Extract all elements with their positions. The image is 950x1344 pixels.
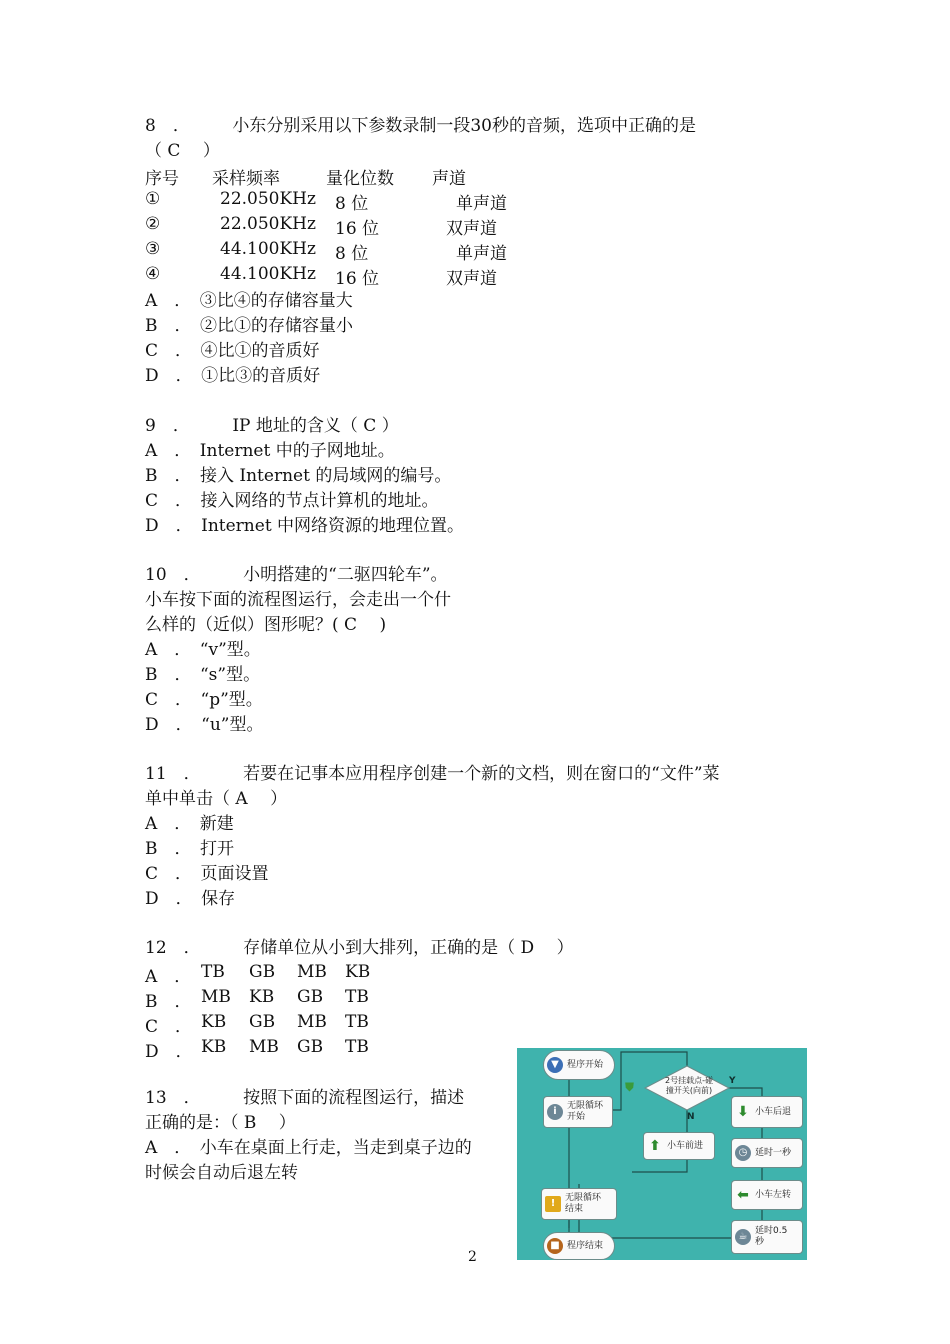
- unit: KB: [249, 987, 275, 1007]
- q9-option-d: D ． Internet 中网络资源的地理位置。: [145, 516, 465, 536]
- table-cell: 8 位: [335, 244, 369, 264]
- node-label: 小车左转: [755, 1189, 792, 1200]
- option-letter: A ．: [145, 967, 192, 987]
- table-cell: 单声道: [456, 244, 507, 264]
- q11-option-b: B ． 打开: [145, 839, 234, 859]
- table-cell: ①: [145, 189, 161, 209]
- unit: MB: [297, 962, 327, 982]
- page-number: 2: [468, 1249, 477, 1265]
- table-header-channel: 声道: [432, 169, 466, 189]
- yes-label: Y: [729, 1076, 736, 1086]
- q13-option-a-line2: 时候会自动后退左转: [145, 1163, 298, 1183]
- node-delay-one-second: [731, 1138, 803, 1168]
- unit: MB: [249, 1037, 279, 1057]
- arrow-left-icon: ⬅: [737, 1187, 749, 1203]
- unit: KB: [201, 1037, 227, 1057]
- table-header-index: 序号: [145, 169, 179, 189]
- unit: GB: [297, 1037, 324, 1057]
- q9-option-a: A ． Internet 中的子网地址。: [145, 441, 395, 461]
- stop-icon: ■: [547, 1238, 563, 1254]
- unit: TB: [201, 962, 225, 982]
- q8-option-c: C ． ④比①的音质好: [145, 341, 320, 361]
- q11-option-c: C ． 页面设置: [145, 864, 269, 884]
- unit: MB: [297, 1012, 327, 1032]
- q8-option-a: A ． ③比④的存储容量大: [145, 291, 353, 311]
- q9-option-c: C ． 接入网络的节点计算机的地址。: [145, 491, 439, 511]
- table-cell: 22.050KHz: [220, 189, 316, 209]
- warning-icon: !: [545, 1196, 561, 1212]
- info-icon: i: [547, 1104, 563, 1120]
- table-cell: ④: [145, 264, 161, 284]
- q10-option-a: A ． “v”型。: [145, 640, 261, 660]
- table-cell: ②: [145, 214, 161, 234]
- node-label: 延时0.5 秒: [755, 1226, 788, 1247]
- node-label: 小车后退: [755, 1106, 792, 1117]
- q10-option-c: C ． “p”型。: [145, 690, 263, 710]
- q11-option-d: D ． 保存: [145, 889, 236, 909]
- q9-option-b: B ． 接入 Internet 的局域网的编号。: [145, 466, 452, 486]
- cup-icon: ☕: [735, 1229, 751, 1245]
- unit: TB: [345, 987, 369, 1007]
- flowchart-figure: [517, 1048, 807, 1260]
- node-label: 无限循环 结束: [565, 1193, 602, 1214]
- table-header-rate: 采样频率: [212, 169, 280, 189]
- node-back: [731, 1096, 803, 1128]
- q11-option-a: A ． 新建: [145, 814, 234, 834]
- node-forward: [643, 1132, 715, 1160]
- q13-stem-line1: 13 ． 按照下面的流程图运行，描述: [145, 1088, 465, 1108]
- option-letter: C ．: [145, 1017, 193, 1037]
- node-delay-half-second: [731, 1220, 803, 1254]
- unit: TB: [345, 1037, 369, 1057]
- node-program-start: [543, 1050, 615, 1080]
- node-label: 程序开始: [567, 1059, 604, 1070]
- arrow-up-icon: ⬆: [649, 1138, 661, 1154]
- table-cell: 双声道: [446, 269, 497, 289]
- table-cell: 8 位: [335, 194, 369, 214]
- q8-stem: 8 ． 小东分别采用以下参数录制一段30秒的音频，选项中正确的是: [145, 116, 696, 136]
- q10-stem-line1: 10 ． 小明搭建的“二驱四轮车”。: [145, 565, 448, 585]
- node-label: 程序结束: [567, 1240, 604, 1251]
- unit: GB: [249, 962, 276, 982]
- q10-stem-line3: 么样的（近似）图形呢？( C ): [145, 615, 387, 635]
- table-header-bits: 量化位数: [326, 169, 394, 189]
- q11-stem-line2: 单中单击（ A ）: [145, 789, 288, 809]
- decision-label: 2号挂载点-碰 撞开关(向前): [665, 1076, 713, 1095]
- arrow-down-icon: ⬇: [737, 1104, 749, 1120]
- table-cell: 双声道: [446, 219, 497, 239]
- unit: GB: [249, 1012, 276, 1032]
- node-label: 小车前进: [667, 1140, 704, 1151]
- q13-option-a-line1: A ． 小车在桌面上行走，当走到桌子边的: [145, 1138, 472, 1158]
- option-letter: D ．: [145, 1042, 193, 1062]
- q8-answer: （ C ）: [145, 141, 220, 161]
- node-label: 无限循环 开始: [567, 1101, 604, 1122]
- node-turn-left: [731, 1180, 803, 1210]
- q10-option-b: B ． “s”型。: [145, 665, 261, 685]
- node-loop-end: [541, 1188, 617, 1220]
- sensor-shield-icon: ⛊: [625, 1080, 635, 1094]
- table-cell: 44.100KHz: [220, 264, 316, 284]
- option-letter: B ．: [145, 992, 192, 1012]
- q8-option-d: D ． ①比③的音质好: [145, 366, 321, 386]
- start-icon: ▼: [547, 1057, 563, 1073]
- q8-option-b: B ． ②比①的存储容量小: [145, 316, 353, 336]
- q11-stem-line1: 11 ． 若要在记事本应用程序创建一个新的文档，则在窗口的“文件”菜: [145, 764, 720, 784]
- clock-icon: ◷: [735, 1145, 751, 1161]
- unit: KB: [345, 962, 371, 982]
- table-cell: 22.050KHz: [220, 214, 316, 234]
- no-label: N: [687, 1112, 695, 1122]
- node-program-end: [543, 1232, 615, 1260]
- table-cell: 44.100KHz: [220, 239, 316, 259]
- table-cell: ③: [145, 239, 161, 259]
- unit: GB: [297, 987, 324, 1007]
- node-label: 延时一秒: [755, 1147, 792, 1158]
- q13-stem-line2: 正确的是：（ B ）: [145, 1113, 296, 1133]
- table-cell: 单声道: [456, 194, 507, 214]
- unit: MB: [201, 987, 231, 1007]
- table-cell: 16 位: [335, 219, 380, 239]
- node-loop-start: [543, 1096, 613, 1128]
- table-cell: 16 位: [335, 269, 380, 289]
- q10-stem-line2: 小车按下面的流程图运行，会走出一个什: [145, 590, 451, 610]
- q10-option-d: D ． “u”型。: [145, 715, 264, 735]
- unit: TB: [345, 1012, 369, 1032]
- q12-stem: 12 ． 存储单位从小到大排列，正确的是（ D ）: [145, 938, 574, 958]
- unit: KB: [201, 1012, 227, 1032]
- q9-stem: 9 ． IP 地址的含义（ C ）: [145, 416, 399, 436]
